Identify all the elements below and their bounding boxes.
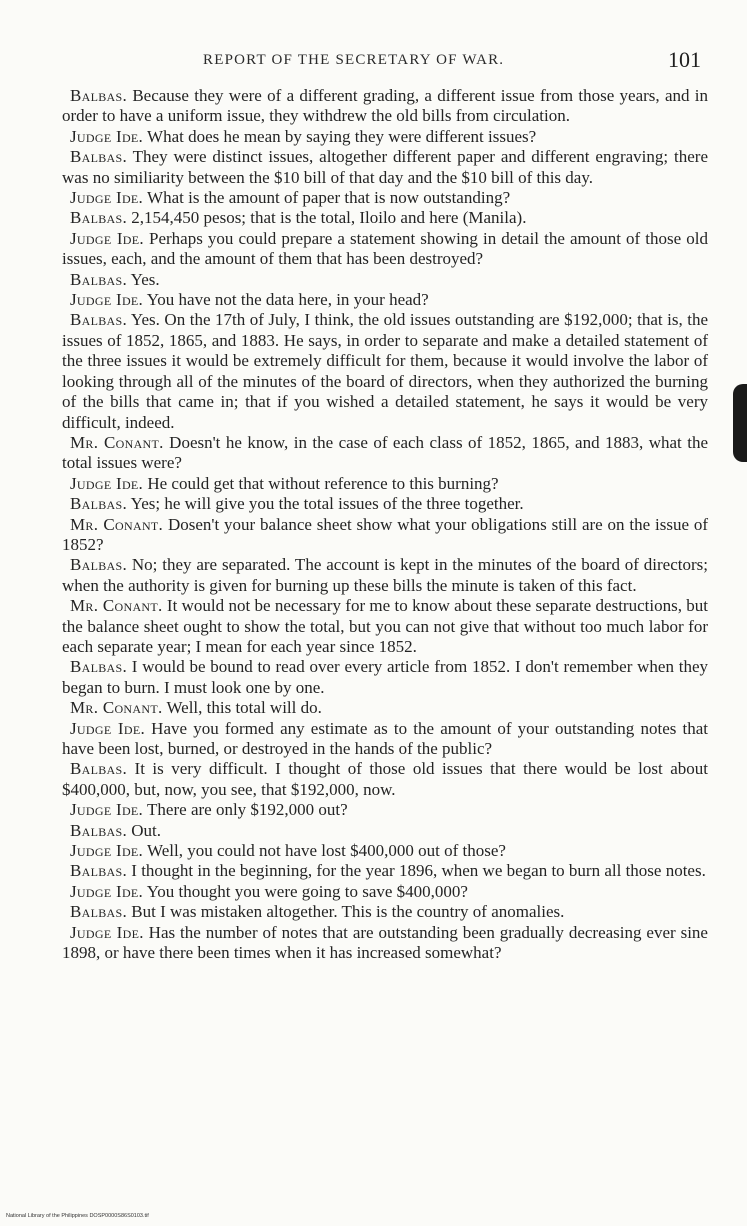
speech-text: Well, you could not have lost $400,000 out of those? [143, 841, 506, 861]
dialogue-paragraph [62, 433, 708, 474]
speaker-name: Judge Ide. [70, 922, 144, 942]
binding-clip-mark [733, 384, 747, 462]
speaker-name: Judge Ide. [70, 228, 144, 248]
speaker-name: Balbas. [70, 555, 128, 575]
speaker-name: Judge Ide. [70, 881, 144, 901]
speech-text: Because they were of a different grading, a different issue from those years, and in order to have a uniform issue, they withdrew the old bills from circulation. [62, 86, 708, 126]
scan-footer: National Library of the Philippines DOSP0000S86S0103.tif [6, 1213, 149, 1219]
page-header [0, 47, 747, 77]
speaker-name: Balbas. [70, 208, 128, 228]
speech-text: It would not be necessary for me to know about these separate destructions, but the balance sheet ought to show the total, but you can not give that without too much labor for each separate year; I mean for each year since 1852. [62, 596, 708, 656]
dialogue-paragraph [62, 474, 708, 494]
running-head: REPORT OF THE SECRETARY OF WAR. [203, 52, 505, 68]
speaker-name: Mr. Conant. [70, 596, 163, 616]
speech-text: He could get that without reference to this burning? [143, 473, 499, 493]
dialogue-paragraph [62, 188, 708, 208]
speaker-name: Balbas. [70, 657, 128, 677]
dialogue-paragraph [62, 923, 708, 964]
speech-text: Has the number of notes that are outstanding been gradually decreasing ever sine 1898, or have there been times when it has increased somewhat? [62, 922, 708, 963]
dialogue-paragraph [62, 270, 708, 290]
dialogue-paragraph [62, 882, 708, 902]
dialogue-paragraph [62, 902, 708, 922]
speech-text: There are only $192,000 out? [143, 800, 348, 820]
page-number: 101 [668, 47, 701, 72]
speech-text: Out. [127, 820, 162, 840]
speaker-name: Balbas. [70, 310, 128, 330]
speech-text: Yes. On the 17th of July, I think, the old issues outstanding are $192,000; that is, the issues of 1852, 1865, and 1883. He says, in order to separate and make a detailed statement of the three issues it would be extremely difficult for them, because it would involve the labor of looking through all of the minutes of the board of directors, when they authorized the burning of the bills that came in; that if you wished a detailed statement, he says it would be very difficult, indeed. [62, 310, 708, 432]
speaker-name: Balbas. [70, 902, 128, 922]
dialogue-paragraph [62, 127, 708, 147]
dialogue-paragraph [62, 861, 708, 881]
speech-text: You thought you were going to save $400,000? [143, 881, 468, 901]
dialogue-paragraph [62, 841, 708, 861]
speech-text: Have you formed any estimate as to the amount of your outstanding notes that have been lost, burned, or destroyed in the hands of the public? [62, 718, 708, 758]
dialogue-paragraph [62, 719, 708, 760]
speaker-name: Judge Ide. [70, 473, 144, 493]
speech-text: Well, this total will do. [162, 698, 322, 718]
dialogue-paragraph [62, 147, 708, 188]
speech-text: They were distinct issues, altogether different paper and different engraving; there was no similiarity between the $10 bill of that day and the $10 bill of this day. [62, 147, 708, 187]
speaker-name: Judge Ide. [70, 800, 144, 820]
speaker-name: Mr. Conant. [70, 514, 164, 534]
speaker-name: Balbas. [70, 759, 128, 779]
transcript-body [62, 86, 708, 963]
speech-text: Perhaps you could prepare a statement showing in detail the amount of those old issues, each, and the amount of them that has been destroyed? [62, 228, 708, 269]
speaker-name: Judge Ide. [70, 841, 144, 861]
speaker-name: Balbas. [70, 86, 128, 105]
dialogue-paragraph [62, 596, 708, 657]
dialogue-paragraph [62, 86, 708, 127]
dialogue-paragraph [62, 515, 708, 556]
dialogue-paragraph [62, 759, 708, 800]
speaker-name: Judge Ide. [70, 718, 146, 738]
speech-text: What is the amount of paper that is now outstanding? [143, 188, 511, 208]
speaker-name: Mr. Conant. [70, 432, 164, 452]
speech-text: But I was mistaken altogether. This is the country of anomalies. [127, 902, 565, 922]
speaker-name: Judge Ide. [70, 290, 144, 310]
speech-text: 2,154,450 pesos; that is the total, Iloilo and here (Manila). [127, 208, 527, 228]
speech-text: I thought in the beginning, for the year 1896, when we began to burn all those notes. [127, 861, 706, 881]
dialogue-paragraph [62, 555, 708, 596]
dialogue-paragraph [62, 310, 708, 432]
speech-text: You have not the data here, in your head? [143, 290, 429, 310]
dialogue-paragraph [62, 821, 708, 841]
speech-text: Yes; he will give you the total issues of the three together. [127, 494, 524, 514]
speaker-name: Judge Ide. [70, 188, 144, 208]
dialogue-paragraph [62, 698, 708, 718]
dialogue-paragraph [62, 208, 708, 228]
speaker-name: Balbas. [70, 147, 128, 167]
dialogue-paragraph [62, 657, 708, 698]
speech-text: Doesn't he know, in the case of each class of 1852, 1865, and 1883, what the total issues were? [62, 432, 708, 473]
dialogue-paragraph [62, 290, 708, 310]
speaker-name: Mr. Conant. [70, 698, 163, 718]
dialogue-paragraph [62, 494, 708, 514]
dialogue-paragraph [62, 800, 708, 820]
speech-text: Dosen't your balance sheet show what your obligations still are on the issue of 1852? [62, 514, 708, 554]
speaker-name: Balbas. [70, 861, 128, 881]
speaker-name: Balbas. [70, 269, 128, 289]
dialogue-paragraph [62, 229, 708, 270]
speech-text: What does he mean by saying they were different issues? [143, 126, 537, 146]
speaker-name: Balbas. [70, 820, 128, 840]
speaker-name: Judge Ide. [70, 126, 144, 146]
speech-text: No; they are separated. The account is kept in the minutes of the board of directors; when the authority is given for burning up these bills the minute is taken of this fact. [62, 555, 708, 595]
speech-text: Yes. [127, 269, 160, 289]
speech-text: I would be bound to read over every article from 1852. I don't remember when they began to burn. I must look one by one. [62, 657, 708, 697]
speech-text: It is very difficult. I thought of those old issues that there would be lost about $400,000, but, now, you see, that $192,000, now. [62, 759, 708, 799]
speaker-name: Balbas. [70, 494, 128, 514]
